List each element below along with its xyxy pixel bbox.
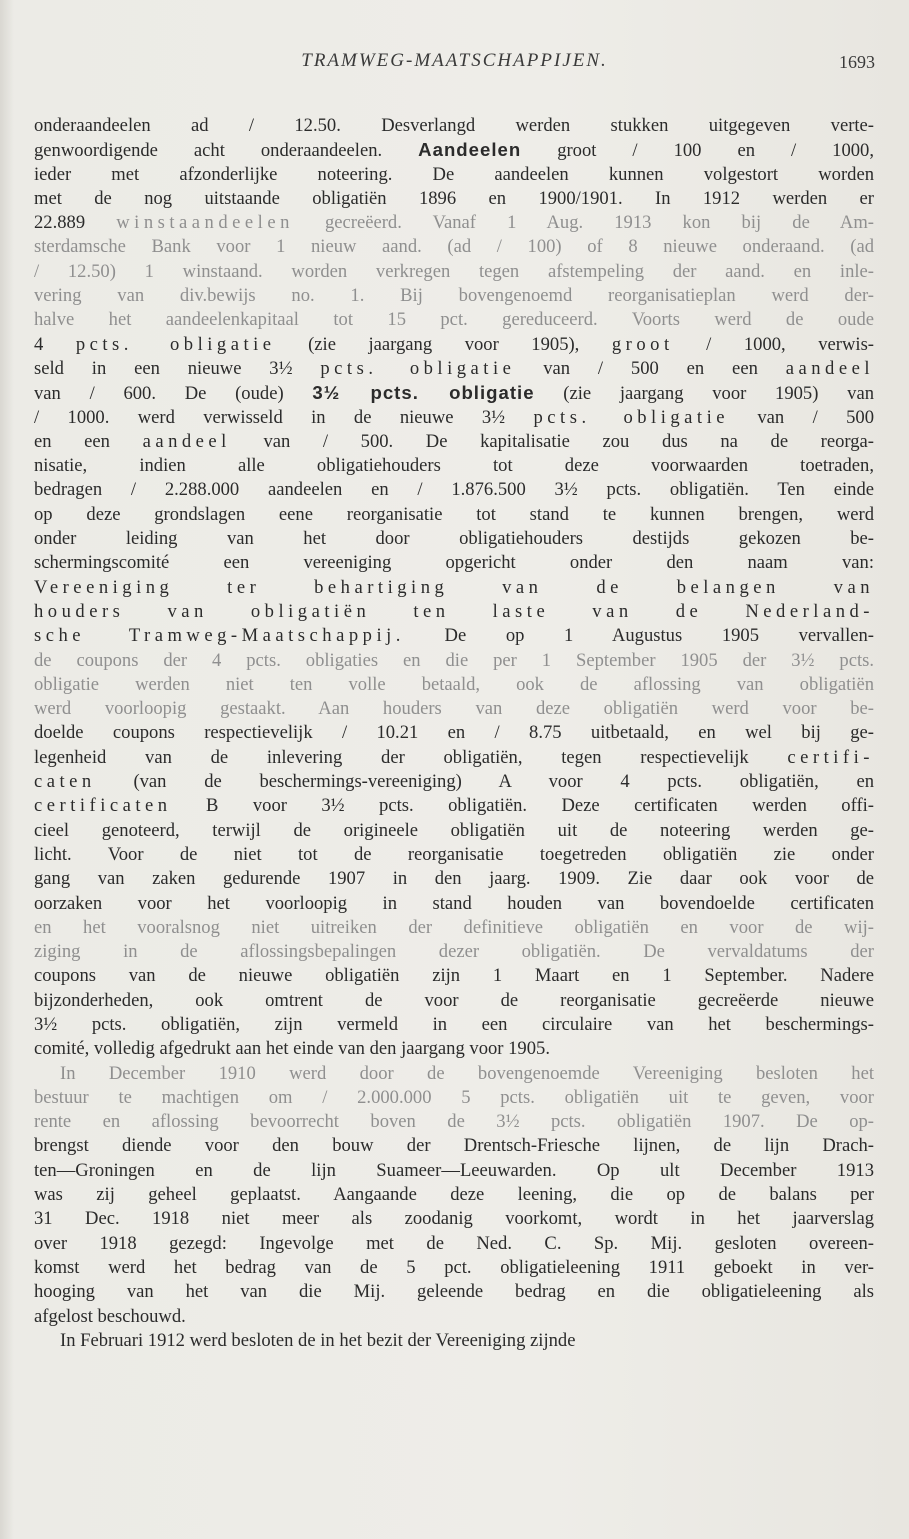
text-line	[34, 114, 874, 138]
text-segment: onderaandeelen ad / 12.50. Desverlangd werden stukken uitgegeven verte-	[34, 115, 874, 136]
text-segment: en een	[34, 430, 143, 452]
text-line	[34, 989, 874, 1013]
text-segment: afgelost beschouwd.	[34, 1305, 186, 1327]
text-segment: doelde coupons respectievelijk / 10.21 en / 8.75 uitbetaald, en wel bij ge-	[34, 722, 874, 744]
text-segment: 3½ pcts. obligatie	[312, 382, 535, 404]
body-text	[34, 114, 874, 1353]
text-segment: komst werd het bedrag van de 5 pct. obligatieleening 1911 geboekt in ver-	[34, 1256, 874, 1278]
text-segment: cieel genoteerd, terwijl de origineele obligatiën uit de noteering werden ge-	[34, 819, 874, 841]
text-segment: (zie jaargang voor 1905),	[275, 333, 612, 355]
text-line	[34, 260, 874, 284]
text-line	[34, 843, 874, 867]
text-line	[34, 770, 874, 794]
text-segment: 31 Dec. 1918 niet meer als zoodanig voorkomt, wordt in het jaarverslag	[34, 1208, 874, 1230]
text-line	[34, 211, 874, 235]
text-line	[34, 503, 874, 527]
text-segment: brengst diende voor den bouw der Drentsch-Friesche lijnen, de lijn Drach-	[34, 1135, 874, 1157]
text-segment: bedragen / 2.288.000 aandeelen en / 1.876.500 3½ pcts. obligatiën. Ten einde	[34, 479, 874, 501]
text-segment: caten	[34, 771, 96, 793]
text-segment: van / 500	[729, 406, 874, 428]
text-segment: groot / 100 en / 1000,	[521, 140, 874, 162]
text-segment: licht. Voor de niet tot de reorganisatie toegetreden obligatiën zie onder	[34, 843, 874, 865]
text-segment: van / 500 en een	[515, 357, 786, 379]
text-segment: de coupons der 4 pcts. obligaties en die per 1 September 1905 der 3½ pcts.	[34, 649, 874, 671]
text-line	[34, 867, 874, 891]
text-line	[34, 1062, 874, 1086]
text-segment: hooging van het van die Mij. geleende bedrag en die obligatieleening als	[34, 1281, 874, 1303]
text-segment: nisatie, indien alle obligatiehouders tot deze voorwaarden toetraden,	[34, 455, 874, 477]
text-line	[34, 1159, 874, 1183]
text-line	[34, 187, 874, 211]
text-line	[34, 381, 874, 405]
text-segment: 3½ pcts. obligatiën, zijn vermeld in een circulaire van het beschermings-	[34, 1013, 874, 1035]
text-segment: De op 1 Augustus 1905 vervallen-	[404, 625, 874, 647]
text-line	[34, 940, 874, 964]
text-segment: over 1918 gezegd: Ingevolge met de Ned. C. Sp. Mij. gesloten overeen-	[34, 1232, 874, 1254]
text-segment: op deze grondslagen eene reorganisatie tot stand te kunnen brengen, werd	[34, 503, 874, 525]
text-segment: houders van obligatiën ten laste van de Nederland-	[34, 600, 874, 622]
text-line	[34, 600, 874, 624]
text-segment: pcts. obligatie	[320, 357, 516, 379]
text-segment: onder leiding van het door obligatiehouders destijds gekozen be-	[34, 528, 874, 550]
text-segment: pcts. obligatie	[533, 406, 730, 428]
text-segment: Aandeelen	[418, 139, 522, 161]
text-segment: ten—Groningen en de lijn Suameer—Leeuwarden. Op ult December 1913	[34, 1159, 874, 1181]
text-segment: coupons van de nieuwe obligatiën zijn 1 Maart en 1 September. Nadere	[34, 965, 874, 987]
text-segment: pcts. obligatie	[75, 333, 276, 355]
running-title: TRAMWEG-MAATSCHAPPIJEN.	[301, 50, 608, 71]
text-segment: ziging in de aflossingsbepalingen dezer obligatiën. De vervaldatums der	[34, 941, 874, 963]
text-line	[34, 430, 874, 454]
text-line	[34, 1329, 874, 1353]
text-segment: legenheid van de inlevering der obligatiën, tegen respectievelijk	[34, 746, 788, 768]
text-line	[34, 1256, 874, 1280]
text-segment: groot	[611, 333, 674, 355]
text-segment: van / 600. De (oude)	[34, 383, 313, 405]
text-line	[34, 308, 874, 332]
text-line	[34, 406, 874, 430]
text-segment: sche Tramweg-Maatschappij.	[34, 625, 405, 647]
text-segment: aandeel	[785, 357, 874, 379]
text-line	[34, 1037, 874, 1061]
text-line	[34, 746, 874, 770]
text-line	[34, 721, 874, 745]
text-line	[34, 624, 874, 648]
text-segment: werd voorloopig gestaakt. Aan houders van deze obligatiën werd voor be-	[34, 698, 874, 720]
text-segment: was zij geheel geplaatst. Aangaande deze leening, die op de balans per	[34, 1184, 874, 1206]
text-line	[34, 576, 874, 600]
text-line	[34, 333, 874, 357]
text-line	[34, 1280, 874, 1304]
text-segment: en het vooralsnog niet uitreiken der definitieve obligatiën en voor de wij-	[34, 916, 874, 938]
text-line	[34, 1305, 874, 1329]
text-line	[34, 964, 874, 988]
text-line	[34, 794, 874, 818]
text-segment: vering van div.bewijs no. 1. Bij bovengenoemd reorganisatieplan werd der-	[34, 285, 874, 307]
text-line	[34, 892, 874, 916]
text-line	[34, 163, 874, 187]
text-segment: 22.889	[34, 212, 117, 234]
text-line	[34, 527, 874, 551]
text-segment: (zie jaargang voor 1905) van	[534, 383, 874, 405]
text-line	[34, 1134, 874, 1158]
text-line	[34, 649, 874, 673]
text-line	[34, 1086, 874, 1110]
text-segment: winstaandeelen	[116, 212, 294, 234]
text-segment: oorzaken voor het voorloopig in stand houden van bovendoelde certificaten	[34, 892, 874, 914]
text-line	[34, 357, 874, 381]
page-number: 1693	[839, 52, 875, 72]
text-line	[34, 819, 874, 843]
text-segment: bestuur te machtigen om / 2.000.000 5 pcts. obligatiën uit te geven, voor	[34, 1086, 874, 1108]
text-segment: gecreëerd. Vanaf 1 Aug. 1913 kon bij de Am-	[293, 212, 874, 234]
text-segment: / 12.50) 1 winstaand. worden verkregen tegen afstempeling der aand. en inle-	[34, 260, 874, 282]
text-segment: comité, volledig afgedrukt aan het einde van den jaargang voor 1905.	[34, 1038, 550, 1060]
text-segment: / 1000. werd verwisseld in de nieuwe 3½	[34, 406, 534, 428]
text-line	[34, 454, 874, 478]
text-line	[34, 1183, 874, 1207]
text-segment: genwoordigende acht onderaandeelen.	[34, 140, 419, 162]
text-segment: aandeel	[142, 430, 231, 452]
text-line	[34, 1232, 874, 1256]
text-line	[34, 673, 874, 697]
text-line	[34, 1013, 874, 1037]
text-segment: sterdamsche Bank voor 1 nieuw aand. (ad / 100) of 8 nieuwe onderaand. (ad	[34, 236, 874, 258]
text-line	[34, 551, 874, 575]
text-segment: halve het aandeelenkapitaal tot 15 pct. gereduceerd. Voorts werd de oude	[34, 309, 874, 331]
text-segment: B voor 3½ pcts. obligatiën. Deze certificaten werden offi-	[171, 795, 874, 817]
text-segment: (van de beschermings-vereeniging) A voor 4 pcts. obligatiën, en	[95, 771, 874, 793]
text-segment: In December 1910 werd door de bovengenoemde Vereeniging besloten het	[60, 1062, 874, 1084]
text-segment: In Februari 1912 werd besloten de in het bezit der Vereeniging zijnde	[60, 1329, 576, 1351]
text-segment: van / 500. De kapitalisatie zou dus na de reorga-	[230, 430, 874, 452]
text-segment: / 1000, verwis-	[673, 333, 874, 355]
page-header	[0, 50, 909, 80]
text-line	[34, 478, 874, 502]
text-segment: rente en aflossing bevoorrecht boven de 3½ pcts. obligatiën 1907. De op-	[34, 1111, 874, 1133]
text-segment: certifi-	[787, 746, 874, 768]
text-segment: certificaten	[34, 795, 172, 817]
text-segment: bijzonderheden, ook omtrent de voor de reorganisatie gecreëerde nieuwe	[34, 989, 874, 1011]
text-line	[34, 235, 874, 259]
text-segment: obligatie werden niet ten volle betaald, ook de aflossing van obligatiën	[34, 673, 874, 695]
text-segment: Vereeniging ter behartiging van de belangen van	[34, 576, 874, 598]
text-segment: met de nog uitstaande obligatiën 1896 en 1900/1901. In 1912 werden er	[34, 187, 874, 209]
text-segment: gang van zaken gedurende 1907 in den jaarg. 1909. Zie daar ook voor de	[34, 868, 874, 890]
text-segment: schermingscomité een vereeniging opgericht onder den naam van:	[34, 552, 874, 574]
text-line	[34, 1110, 874, 1134]
text-segment: seld in een nieuwe 3½	[34, 357, 321, 379]
text-segment: ieder met afzonderlijke noteering. De aandeelen kunnen volgestort worden	[34, 163, 874, 185]
text-line	[34, 697, 874, 721]
text-line	[34, 1207, 874, 1231]
text-line	[34, 138, 874, 162]
text-line	[34, 284, 874, 308]
text-line	[34, 916, 874, 940]
text-segment: 4	[34, 333, 76, 355]
